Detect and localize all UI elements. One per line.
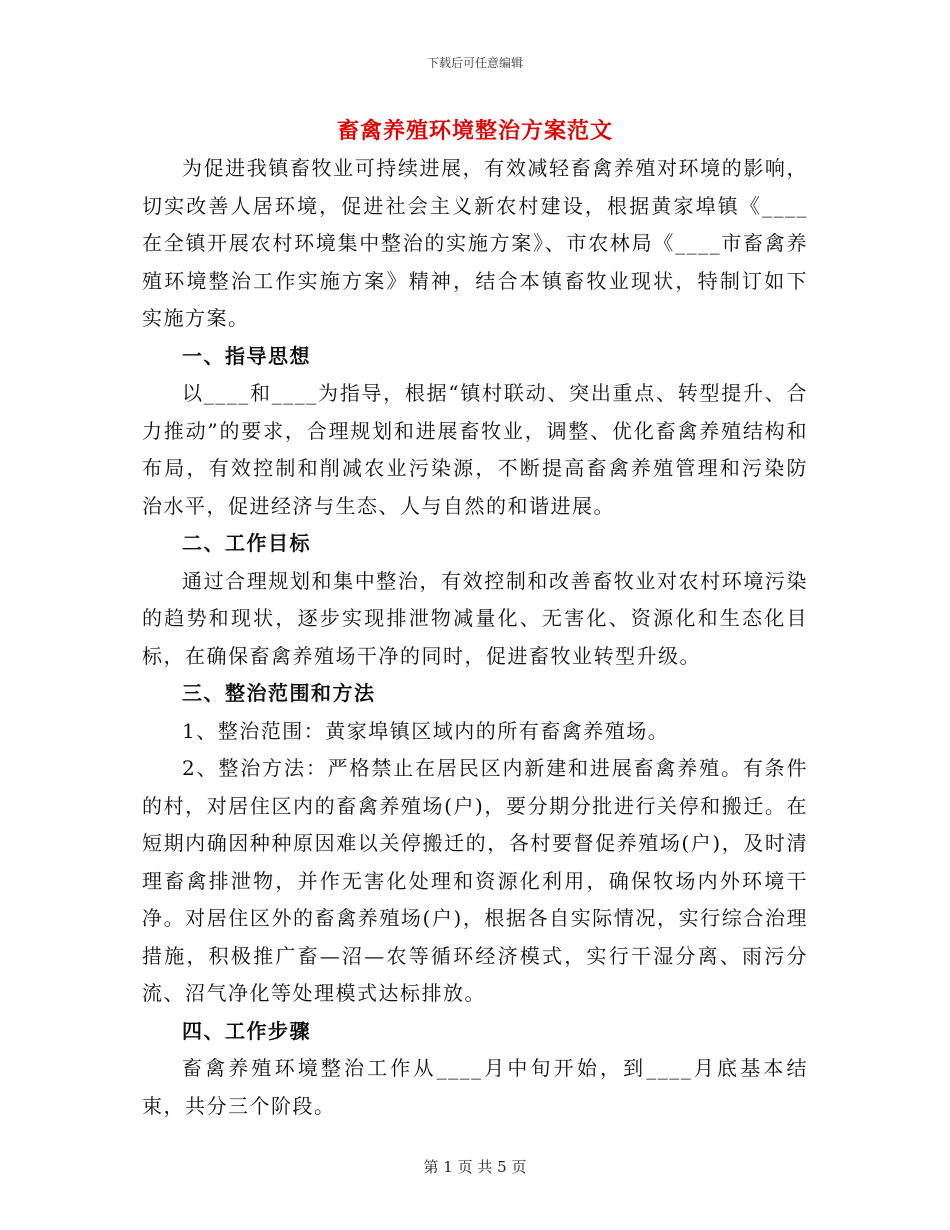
- section-paragraph: 2、整治方法：严格禁止在居民区内新建和进展畜禽养殖。有条件的村，对居住区内的畜禽养殖场(户)，要分期分批进行关停和搬迁。在短期内确因种种原因难以关停搬迁的，各村要督促养殖场(户)，及时清理畜禽排泄物，并作无害化处理和资源化利用，确保牧场内外环境干净。对居住区外的畜禽养殖场(户)，根据各自实际情况，实行综合治理措施，积极推广畜—沼—农等循环经济模式，实行干湿分离、雨污分流、沼气净化等处理模式达标排放。: [142, 756, 808, 1005]
- header-note: 下载后可任意编辑: [426, 56, 523, 70]
- section-heading: 二、工作目标: [182, 531, 311, 555]
- document-title: 畜禽养殖环境整治方案范文: [336, 118, 613, 144]
- section-heading: 三、整治范围和方法: [182, 681, 376, 705]
- section-paragraph: 以____和____为指导，根据“镇村联动、突出重点、转型提升、合力推动”的要求，合理规划和进展畜牧业，调整、优化畜禽养殖结构和布局，有效控制和削减农业污染源，不断提高畜禽养殖管理和污染防治水平，促进经济与生态、人与自然的和谐进展。: [142, 381, 808, 518]
- section-paragraph: 1、整治范围：黄家埠镇区域内的所有畜禽养殖场。: [182, 718, 670, 743]
- intro-paragraph: 为促进我镇畜牧业可持续进展，有效减轻畜禽养殖对环境的影响，切实改善人居环境，促进社会主义新农村建设，根据黄家埠镇《____在全镇开展农村环境集中整治的实施方案》、市农林局《____市畜禽养殖环境整治工作实施方案》精神，结合本镇畜牧业现状，特制订如下实施方案。: [142, 156, 808, 330]
- section-heading: 一、指导思想: [182, 343, 311, 368]
- document-body: [142, 150, 808, 1125]
- section-heading: 四、工作步骤: [182, 1018, 311, 1043]
- section-paragraph: 畜禽养殖环境整治工作从____月中旬开始，到____月底基本结束，共分三个阶段。: [142, 1056, 808, 1118]
- section-paragraph: 通过合理规划和集中整治，有效控制和改善畜牧业对农村环境污染的趋势和现状，逐步实现排泄物减量化、无害化、资源化和生态化目标，在确保畜禽养殖场干净的同时，促进畜牧业转型升级。: [142, 568, 808, 668]
- page-number: 第 1 页 共 5 页: [423, 1158, 527, 1176]
